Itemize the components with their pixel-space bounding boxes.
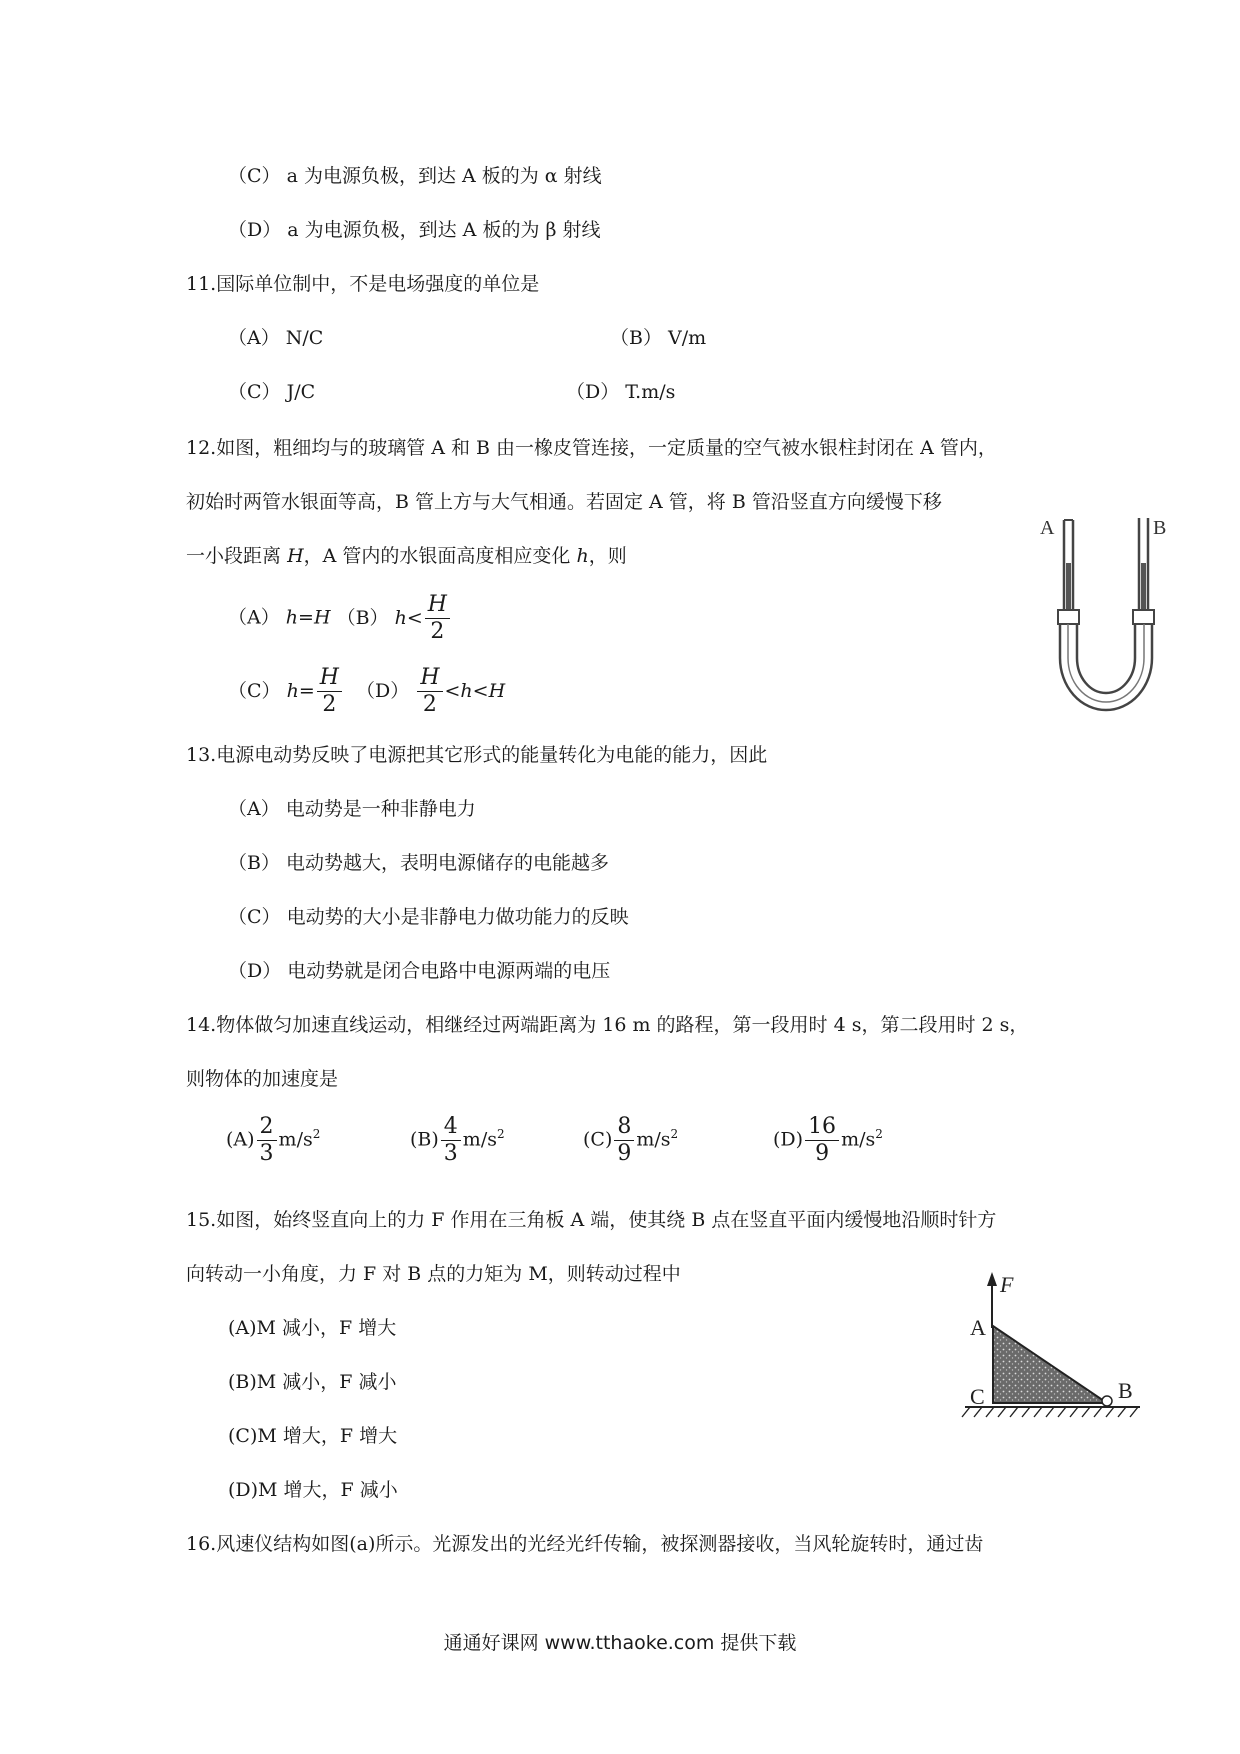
q15-option-b: (B)M 减小，F 减小 [228,1371,397,1393]
triangle-figure [960,1270,1150,1430]
q12-stem-line1: 12.如图，粗细均与的玻璃管 A 和 B 由一橡皮管连接，一定质量的空气被水银柱封闭在 A 管内， [186,437,997,459]
vertex-c-label: C [970,1384,985,1409]
q11-stem: 11.国际单位制中，不是电场强度的单位是 [186,273,540,295]
q14-option-b: (B) $\frac{4}{3}$ $m/s^2$ [410,1114,505,1166]
vertex-b-label: B [1118,1378,1133,1403]
u-tube-figure [1035,508,1185,728]
q12-option-c: （C） h= $\frac{H}{2}$ [228,680,344,702]
force-label: F [1000,1272,1014,1297]
q13-option-b: （B） 电动势越大，表明电源储存的电能越多 [228,852,610,874]
q10-option-d: （D） a 为电源负极，到达 A 板的为 β 射线 [228,219,601,241]
tube-a-label: A [1040,517,1055,539]
q13-option-d: （D） 电动势就是闭合电路中电源两端的电压 [228,960,611,982]
tube-b-label: B [1153,517,1167,539]
page-footer: 通通好课网 www.tthaoke.com 提供下载 [443,1632,797,1654]
q14-option-a: (A) $\frac{2}{3}$ $m/s^2$ [226,1114,321,1166]
q12-stem-line3: 一小段距离 H，A 管内的水银面高度相应变化 h，则 [186,545,627,567]
pivot-icon [1102,1396,1112,1406]
triangle-plate [993,1326,1107,1403]
q14-option-d: (D) $\frac{16}{9}$ $m/s^2$ [773,1114,883,1166]
q14-option-c: (C) $\frac{8}{9}$ $m/s^2$ [583,1114,679,1166]
q12-options-ab [228,592,452,645]
q12-options-cd [228,665,505,718]
q13-stem: 13.电源电动势反映了电源把其它形式的能量转化为电能的能力，因此 [186,744,768,766]
q12-option-b: （B） h< $\frac{H}{2}$ [337,607,452,629]
q15-stem-line1: 15.如图，始终竖直向上的力 F 作用在三角板 A 端，使其绕 B 点在竖直平面内缓慢地沿顺时针方 [186,1209,997,1231]
q14-stem-line2: 则物体的加速度是 [186,1068,339,1090]
q12-option-a: （A） h=H [228,606,331,629]
q11-option-a: （A） N/C [228,327,324,349]
q11-option-c: （C） J/C [228,381,316,403]
q15-stem-line2: 向转动一小角度，力 F 对 B 点的力矩为 M，则转动过程中 [186,1263,681,1285]
q12-stem-line2: 初始时两管水银面等高，B 管上方与大气相通。若固定 A 管，将 B 管沿竖直方向缓慢下移 [186,491,942,513]
q10-option-c: （C） a 为电源负极，到达 A 板的为 α 射线 [228,165,602,187]
q11-option-d: （D） T.m/s [566,381,676,403]
vertex-a-label: A [970,1315,986,1340]
q12-option-d: （D） $\frac{H}{2}$ <h<H [356,665,506,717]
q15-option-d: (D)M 增大，F 减小 [228,1479,398,1501]
q15-option-c: (C)M 增大，F 增大 [228,1425,398,1447]
q15-option-a: (A)M 减小，F 增大 [228,1317,397,1339]
force-arrow-icon [987,1272,997,1286]
q16-stem-line1: 16.风速仪结构如图(a)所示。光源发出的光经光纤传输，被探测器接收，当风轮旋转时，通过齿 [186,1533,984,1555]
q14-stem-line1: 14.物体做匀加速直线运动，相继经过两端距离为 16 m 的路程，第一段用时 4 s，第二段用时 2 s， [186,1014,1029,1036]
q11-option-b: （B） V/m [610,327,707,349]
q13-option-a: （A） 电动势是一种非静电力 [228,798,476,820]
q13-option-c: （C） 电动势的大小是非静电力做功能力的反映 [228,906,629,928]
